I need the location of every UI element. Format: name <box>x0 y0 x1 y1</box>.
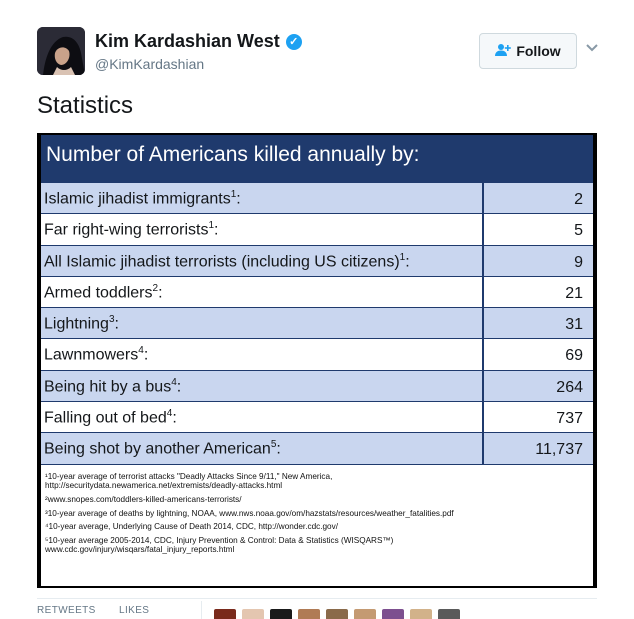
display-name-text[interactable]: Kim Kardashian West <box>95 31 280 51</box>
display-name[interactable] <box>95 31 302 52</box>
footnote-ref: 1 <box>399 251 406 263</box>
row-label-trail: : <box>236 190 241 208</box>
liker-avatars <box>214 609 460 619</box>
liker-avatar[interactable] <box>298 609 320 619</box>
row-label <box>41 214 484 244</box>
handle[interactable]: @KimKardashian <box>95 56 205 72</box>
footnote-ref: 1 <box>208 220 215 232</box>
tweet-stats <box>37 598 597 619</box>
row-label-text: Lawnmowers <box>44 346 139 364</box>
row-label-trail: : <box>176 378 182 396</box>
retweets-label[interactable]: RETWEETS <box>37 605 96 616</box>
add-person-icon <box>495 43 511 60</box>
liker-avatar[interactable] <box>382 609 404 619</box>
row-value: 9 <box>574 253 583 271</box>
row-label-text: Being hit by a bus <box>44 378 172 396</box>
table-row <box>41 183 593 214</box>
table-row <box>41 246 593 277</box>
row-value: 5 <box>574 222 583 240</box>
liker-avatar[interactable] <box>326 609 348 619</box>
avatar[interactable] <box>37 27 85 75</box>
liker-avatar[interactable] <box>270 609 292 619</box>
table-row <box>41 214 593 245</box>
footnote-line: ³10-year average of deaths by lightning, NOAA, www.nws.noaa.gov/om/hazstats/resources/weather_fatalities.pdf <box>45 508 454 518</box>
row-label <box>41 308 484 338</box>
row-value: 31 <box>565 316 583 334</box>
footnote-line: ²www.snopes.com/toddlers-killed-americans-terrorists/ <box>45 494 242 504</box>
row-label-trail: : <box>214 221 219 239</box>
tweet-header <box>37 27 607 79</box>
footnote-line: ⁴10-year average, Underlying Cause of Death 2014, CDC, http://wonder.cdc.gov/ <box>45 522 338 532</box>
row-label-trail: : <box>158 284 163 302</box>
liker-avatar[interactable] <box>242 609 264 619</box>
liker-avatar[interactable] <box>438 609 460 619</box>
row-value: 11,737 <box>535 441 583 459</box>
follow-button[interactable] <box>479 33 577 69</box>
row-label <box>41 371 484 401</box>
table-row <box>41 308 593 339</box>
liker-avatar[interactable] <box>410 609 432 619</box>
row-value: 2 <box>574 191 583 208</box>
row-label-text: All Islamic jihadist terrorists (including US citizens) <box>44 252 400 270</box>
stats-divider <box>201 601 202 619</box>
liker-avatar[interactable] <box>214 609 236 619</box>
row-label-text: Falling out of bed <box>44 409 167 427</box>
footnote-ref: 4 <box>166 408 173 420</box>
name-block <box>95 31 302 72</box>
table-row <box>41 339 593 370</box>
verified-badge-icon: ✓ <box>286 34 302 50</box>
row-label <box>41 277 484 307</box>
table-title: Number of Americans killed annually by: <box>41 135 593 183</box>
footnote-ref: 1 <box>230 189 237 200</box>
row-label-text: Islamic jihadist immigrants <box>44 190 231 208</box>
table-row <box>41 277 593 308</box>
row-label-trail: : <box>172 409 177 427</box>
row-label <box>41 183 484 213</box>
footnote-line: www.cdc.gov/injury/wisqars/fatal_injury_reports.html <box>45 545 235 555</box>
row-value: 737 <box>556 410 583 428</box>
footnote-line: http://securitydata.newamerica.net/extremists/deadly-attacks.html <box>45 481 283 491</box>
row-label-text: Lightning <box>44 315 109 333</box>
liker-avatar[interactable] <box>354 609 376 619</box>
row-label <box>41 246 484 276</box>
row-label-text: Armed toddlers <box>44 284 153 302</box>
row-label-text: Far right-wing terrorists <box>44 221 209 239</box>
statistics-table <box>41 135 593 586</box>
row-value: 21 <box>565 284 583 302</box>
row-label-trail: : <box>114 315 119 333</box>
row-value: 69 <box>565 347 583 365</box>
footnote-line: ⁵10-year average 2005-2014, CDC, Injury Prevention & Control: Data & Statistics (WISQARS™) <box>45 535 394 545</box>
tweet-media-image[interactable] <box>37 133 597 588</box>
chevron-down-icon[interactable] <box>585 41 599 55</box>
row-label-trail: : <box>143 346 149 364</box>
row-value: 264 <box>556 378 583 396</box>
likes-label[interactable]: LIKES <box>119 605 150 616</box>
tweet-text: Statistics <box>37 92 134 119</box>
row-label-trail: : <box>405 252 410 270</box>
footnote-ref: 2 <box>152 282 159 294</box>
footnote-ref: 4 <box>171 376 177 388</box>
table-row <box>41 433 593 464</box>
footnotes <box>41 465 593 555</box>
row-label <box>41 402 484 432</box>
row-label-text: Being shot by another American <box>44 440 271 458</box>
footnote-line: ¹10-year average of terrorist attacks "Deadly Attacks Since 9/11," New America, <box>45 471 333 481</box>
follow-label: Follow <box>516 43 561 59</box>
row-label <box>41 433 484 463</box>
table-rows <box>41 183 593 465</box>
row-label-trail: : <box>276 440 281 458</box>
footnote-ref: 4 <box>138 345 144 357</box>
table-row <box>41 371 593 402</box>
row-label <box>41 339 484 369</box>
table-row <box>41 402 593 433</box>
footnote-ref: 3 <box>108 314 115 326</box>
footnote-ref: 5 <box>270 439 277 451</box>
